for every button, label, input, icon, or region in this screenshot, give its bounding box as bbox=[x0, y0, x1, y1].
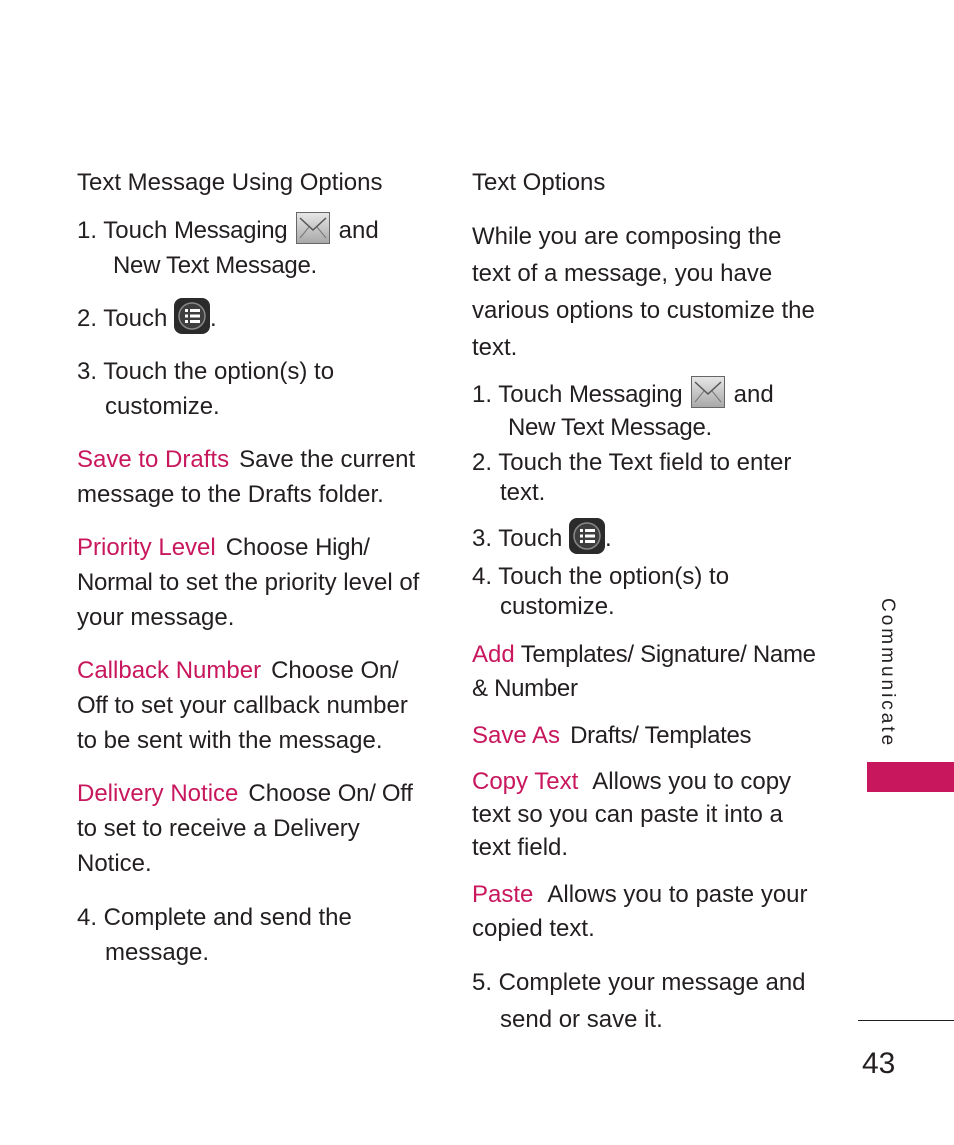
left-column bbox=[77, 165, 422, 970]
text-options-intro: While you are composing the text of a message, you have various options to customize the text. bbox=[472, 223, 815, 361]
menu-icon bbox=[569, 518, 605, 554]
left-step-2: 2. Touch . bbox=[77, 298, 422, 336]
left-option-callback-number: Callback Number Choose On/ Off to set your callback number to be sent with the message. bbox=[77, 657, 408, 754]
chapter-tab-marker bbox=[867, 762, 954, 792]
option-term: Paste bbox=[472, 881, 534, 908]
right-column bbox=[472, 165, 822, 1038]
option-term: Priority Level bbox=[77, 534, 216, 561]
envelope-icon bbox=[691, 376, 725, 408]
right-option-add: Add Templates/ Signature/ Name & Number bbox=[472, 641, 816, 702]
messaging-label: Messaging bbox=[568, 381, 683, 408]
option-term: Callback Number bbox=[77, 657, 262, 684]
left-step-1: 1. Touch Messaging and New Text Message. bbox=[77, 212, 422, 283]
section-heading-text-options: Text Options bbox=[472, 169, 606, 196]
menu-icon bbox=[174, 298, 210, 334]
right-step-4: 4. Touch the option(s) to customize. bbox=[472, 563, 730, 620]
left-option-delivery-notice: Delivery Notice Choose On/ Off to set to receive a Delivery Notice. bbox=[77, 780, 413, 877]
right-option-paste: Paste Allows you to paste your copied text. bbox=[472, 881, 808, 942]
page-number: 43 bbox=[862, 1047, 896, 1080]
envelope-icon bbox=[296, 212, 330, 244]
right-step-1: 1. Touch Messaging and New Text Message. bbox=[472, 376, 822, 444]
new-text-message-label: New Text Message bbox=[113, 252, 311, 279]
left-option-priority-level: Priority Level Choose High/ Normal to set the priority level of your message. bbox=[77, 534, 420, 631]
right-option-copy-text: Copy Text Allows you to copy text so you can paste it into a text field. bbox=[472, 768, 792, 861]
messaging-label: Messaging bbox=[173, 217, 288, 244]
footer-divider bbox=[858, 1020, 954, 1021]
option-term: Add bbox=[472, 641, 515, 668]
left-step-4: 4. Complete and send the message. bbox=[77, 904, 352, 966]
right-step-2: 2. Touch the Text field to enter text. bbox=[472, 449, 792, 506]
right-step-5: 5. Complete your message and send or save it. bbox=[472, 969, 806, 1033]
option-term: Delivery Notice bbox=[77, 780, 239, 807]
option-term: Copy Text bbox=[472, 768, 579, 795]
option-term: Save As bbox=[472, 722, 561, 749]
section-heading-text-message-options: Text Message Using Options bbox=[77, 169, 383, 196]
chapter-tab-label: Communicate bbox=[877, 598, 898, 749]
new-text-message-label: New Text Message bbox=[508, 414, 706, 441]
left-option-save-to-drafts: Save to Drafts Save the current message to the Drafts folder. bbox=[77, 446, 416, 508]
right-step-3: 3. Touch . bbox=[472, 518, 822, 556]
option-term: Save to Drafts bbox=[77, 446, 230, 473]
left-step-3: 3. Touch the option(s) to customize. bbox=[77, 358, 335, 420]
right-option-save-as: Save As Drafts/ Templates bbox=[472, 722, 752, 749]
